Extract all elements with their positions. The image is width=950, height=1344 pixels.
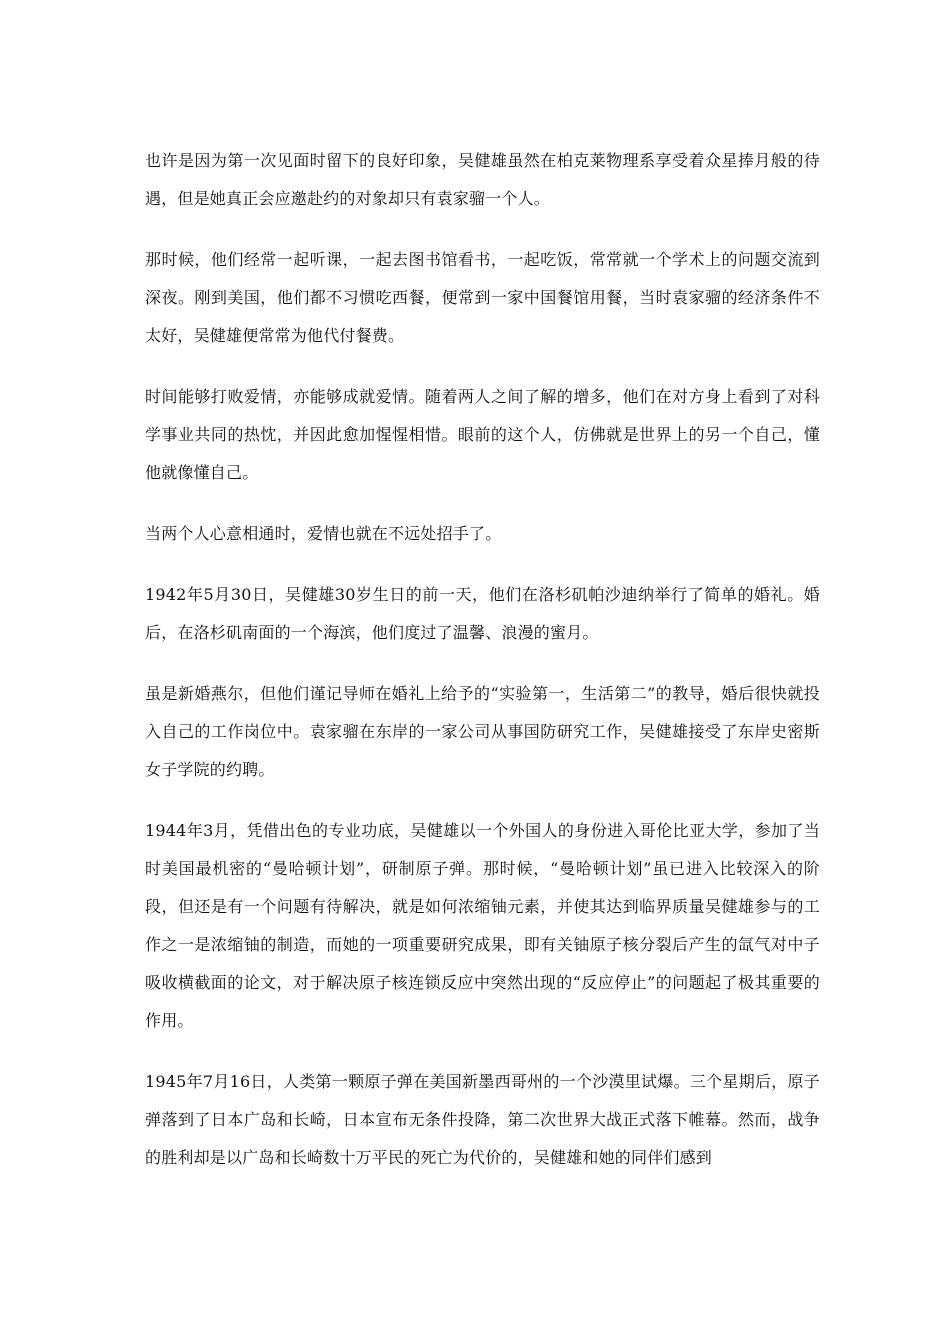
paragraph-6: 虽是新婚燕尔，但他们谨记导师在婚礼上给予的“实验第一，生活第二”的教导，婚后很快就投入自己的工作岗位中。袁家骝在东岸的一家公司从事国防研究工作，吴健雄接受了东岸史密斯女子学院的约聘。 xyxy=(145,684,820,779)
paragraph-7: 1944年3月，凭借出色的专业功底，吴健雄以一个外国人的身份进入哥伦比亚大学，参加了当时美国最机密的“曼哈顿计划”，研制原子弹。那时候，“曼哈顿计划”虽已进入比较深入的阶段，但还是有一个问题有待解决，就是如何浓缩铀元素，并使其达到临界质量吴健雄参与的工作之一是浓缩铀的制造，而她的一项重要研究成果，即有关铀原子核分裂后产生的氙气对中子吸收横截面的论文，对于解决原子核连锁反应中突然出现的“反应停止”的问题起了极其重要的作用。 xyxy=(145,821,820,1030)
paragraph-5: 1942年5月30日，吴健雄30岁生日的前一天，他们在洛杉矶帕沙迪纳举行了简单的婚礼。婚后，在洛杉矶南面的一个海滨，他们度过了温馨、浪漫的蜜月。 xyxy=(145,585,820,642)
paragraph-3: 时间能够打败爱情，亦能够成就爱情。随着两人之间了解的增多，他们在对方身上看到了对科学事业共同的热忱，并因此愈加惺惺相惜。眼前的这个人，仿佛就是世界上的另一个自己，懂他就像懂自己。 xyxy=(145,387,820,482)
paragraph-2: 那时候，他们经常一起听课，一起去图书馆看书，一起吃饭，常常就一个学术上的问题交流到深夜。刚到美国，他们都不习惯吃西餐，便常到一家中国餐馆用餐，当时袁家骝的经济条件不太好，吴健雄便常常为他代付餐费。 xyxy=(145,250,820,345)
article-body xyxy=(145,142,820,1200)
paragraph-8: 1945年7月16日，人类第一颗原子弹在美国新墨西哥州的一个沙漠里试爆。三个星期后，原子弹落到了日本广岛和长崎，日本宣布无条件投降，第二次世界大战正式落下帷幕。然而，战争的胜利却是以广岛和长崎数十万平民的死亡为代价的，吴健雄和她的同伴们感到 xyxy=(145,1072,820,1167)
paragraph-1: 也许是因为第一次见面时留下的良好印象，吴健雄虽然在柏克莱物理系享受着众星捧月般的待遇，但是她真正会应邀赴约的对象却只有袁家骝一个人。 xyxy=(145,151,820,208)
paragraph-4: 当两个人心意相通时，爱情也就在不远处招手了。 xyxy=(145,524,502,543)
